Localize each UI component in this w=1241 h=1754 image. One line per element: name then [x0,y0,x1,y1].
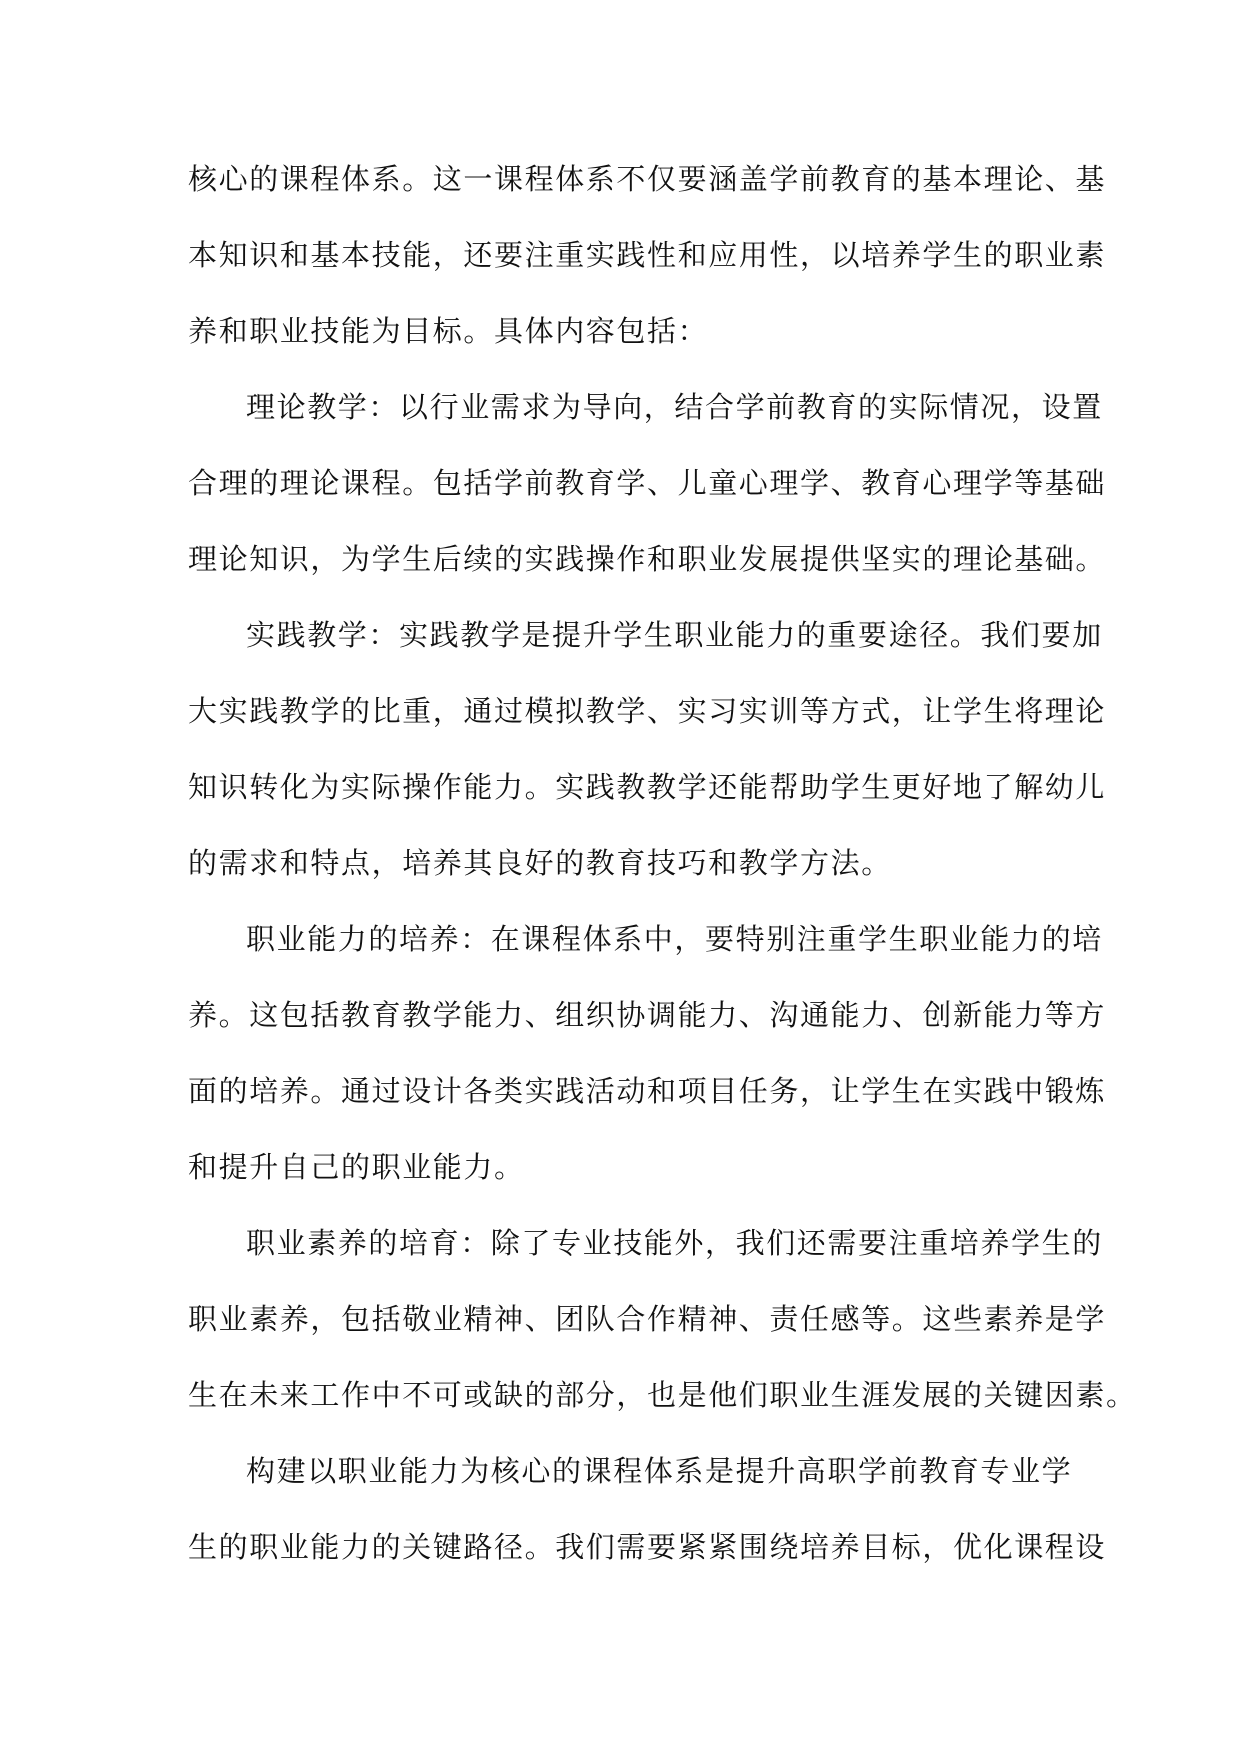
paragraph-start-line: 理论教学：以行业需求为导向，结合学前教育的实际情况，设置 [246,390,1103,424]
text-line: 生在未来工作中不可或缺的部分，也是他们职业生涯发展的关键因素。 [188,1378,1137,1412]
body-text [188,141,1137,1585]
text-line: 养。这包括教育教学能力、组织协调能力、沟通能力、创新能力等方 [188,998,1107,1032]
text-line: 理论知识，为学生后续的实践操作和职业发展提供坚实的理论基础。 [188,542,1107,576]
paragraph-start-line: 职业能力的培养：在课程体系中，要特别注重学生职业能力的培 [246,922,1103,956]
paragraph-start-line: 构建以职业能力为核心的课程体系是提升高职学前教育专业学 [246,1454,1073,1488]
text-line: 和提升自己的职业能力。 [188,1150,525,1184]
text-line: 合理的理论课程。包括学前教育学、儿童心理学、教育心理学等基础 [188,466,1107,500]
text-line: 大实践教学的比重，通过模拟教学、实习实训等方式，让学生将理论 [188,694,1107,728]
text-line: 本知识和基本技能，还要注重实践性和应用性，以培养学生的职业素 [188,238,1107,272]
text-line: 核心的课程体系。这一课程体系不仅要涵盖学前教育的基本理论、基 [188,162,1107,196]
text-line: 知识转化为实际操作能力。实践教教学还能帮助学生更好地了解幼儿 [188,770,1107,804]
text-line: 职业素养，包括敬业精神、团队合作精神、责任感等。这些素养是学 [188,1302,1107,1336]
paragraph-start-line: 职业素养的培育：除了专业技能外，我们还需要注重培养学生的 [246,1226,1103,1260]
text-line: 面的培养。通过设计各类实践活动和项目任务，让学生在实践中锻炼 [188,1074,1107,1108]
text-line: 养和职业技能为目标。具体内容包括： [188,314,709,348]
text-line: 生的职业能力的关键路径。我们需要紧紧围绕培养目标，优化课程设 [188,1530,1107,1564]
text-line: 的需求和特点，培养其良好的教育技巧和教学方法。 [188,846,892,880]
paragraph-start-line: 实践教学：实践教学是提升学生职业能力的重要途径。我们要加 [246,618,1103,652]
